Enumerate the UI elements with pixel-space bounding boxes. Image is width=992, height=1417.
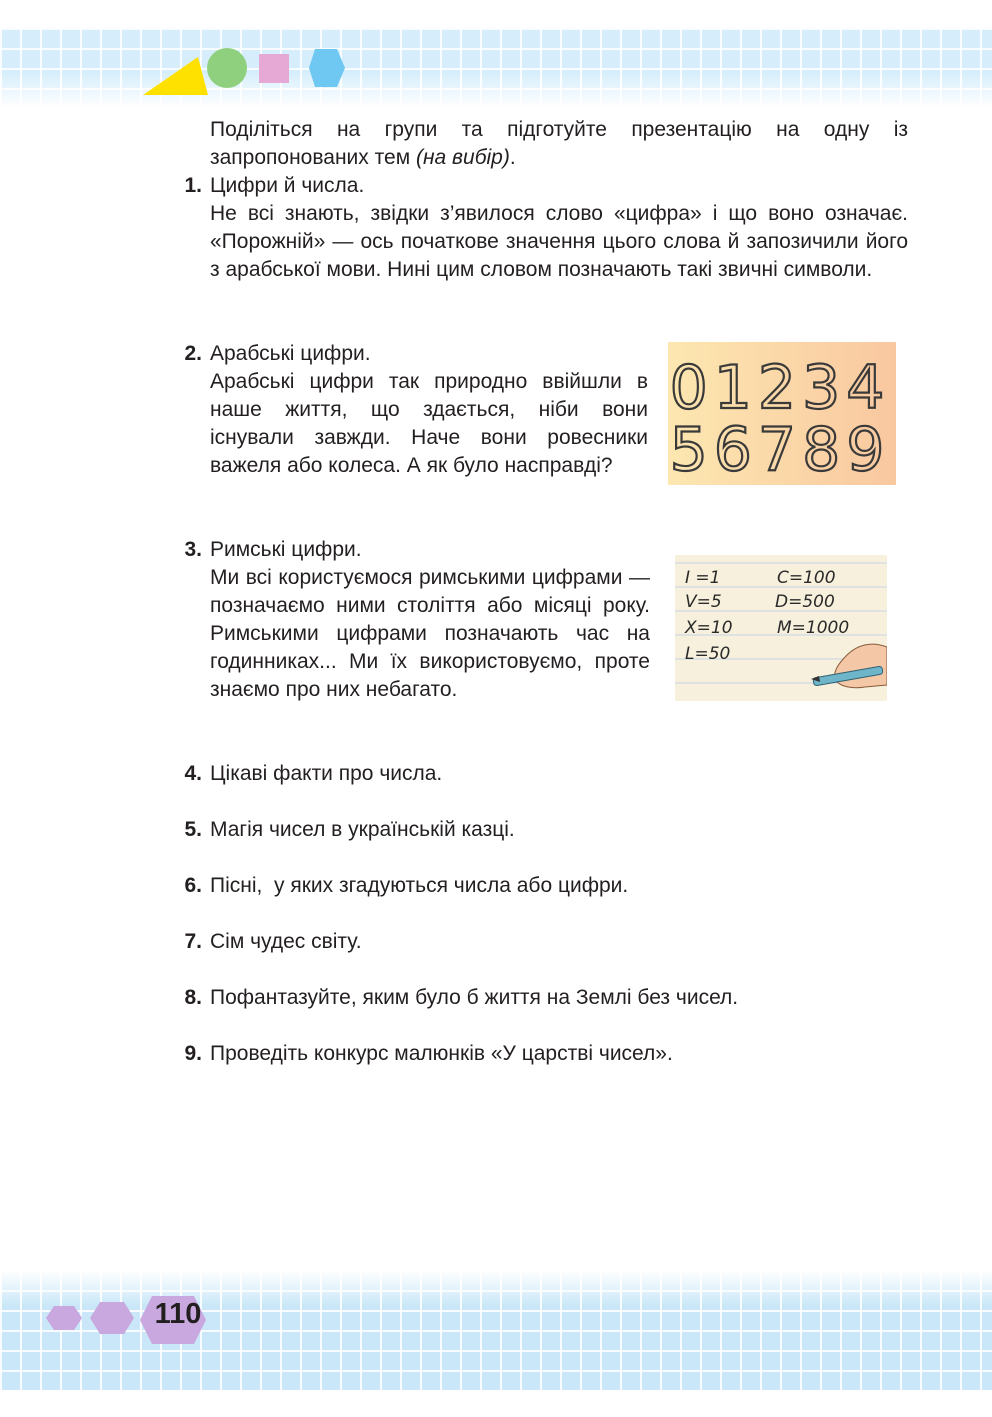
item-number: 3. (184, 538, 202, 561)
roman-numerals-image (675, 555, 887, 701)
hexagon-icon (46, 1306, 82, 1330)
hexagon-icon (309, 49, 345, 87)
item-number: 9. (184, 1042, 202, 1065)
item-number: 5. (184, 818, 202, 841)
hexagon-icon (90, 1302, 134, 1334)
item-number: 8. (184, 986, 202, 1009)
intro-paragraph (210, 116, 908, 172)
list-item: Магія чисел в українській казці. (210, 818, 515, 841)
item-number: 2. (184, 342, 202, 365)
intro-text: Поділіться на групи та підготуйте презентацію на одну із запропонованих тем (210, 118, 908, 169)
item-number: 4. (184, 762, 202, 785)
roman-line: L=50 (685, 644, 731, 664)
list-item: Сім чудес світу. (210, 930, 362, 953)
circle-icon (207, 48, 247, 88)
roman-line: M=1000 (777, 618, 850, 638)
item-title: Римські цифри. (210, 538, 362, 561)
item-body: Не всі знають, звідки з’явилося слово «цифра» і що воно означає. «Порожній» — ось початкове значення цього слова й запозичили його з арабської мови. Нині цим словом позначають такі звичні символи. (210, 202, 908, 281)
item-body: Ми всі користуємося римськими цифрами — позначаємо ними століття або місяці року. Римськими цифрами позначають час на годинниках... Ми їх використовуємо, проте знаємо про них небагато. (210, 566, 650, 701)
page-number-text: 110 (154, 1298, 202, 1330)
list-item (210, 172, 908, 284)
item-title: Арабські цифри. (210, 342, 371, 365)
list-item (210, 340, 648, 480)
triangle-icon (143, 57, 208, 95)
digits-row-1: 01234 (669, 353, 891, 423)
list-item: Пісні, у яких згадуються числа або цифри. (210, 874, 629, 897)
roman-line: D=500 (775, 592, 835, 612)
arabic-digits-image (668, 342, 896, 485)
list-item: Пофантазуйте, яким було б життя на Землі без чисел. (210, 986, 739, 1009)
intro-end: . (509, 146, 516, 169)
item-title: Цифри й числа. (210, 174, 365, 197)
item-body: Арабські цифри так природно ввійшли в наше життя, що здається, ніби вони існували завжди. Наче вони ровесники важеля або колеса. А як було насправді? (210, 370, 648, 477)
roman-line: I =1 (685, 568, 721, 588)
list-item: Проведіть конкурс малюнків «У царстві чисел». (210, 1042, 673, 1065)
item-number: 7. (184, 930, 202, 953)
roman-line: C=100 (777, 568, 836, 588)
intro-note: (на вибір) (415, 146, 510, 169)
header-shapes (140, 45, 360, 100)
digits-row-2: 56789 (669, 415, 891, 485)
page-number (140, 1288, 210, 1340)
roman-line: V=5 (685, 592, 722, 612)
item-number: 1. (184, 174, 202, 197)
roman-line: X=10 (685, 618, 733, 638)
item-number: 6. (184, 874, 202, 897)
list-item: Цікаві факти про числа. (210, 762, 443, 785)
square-icon (259, 54, 289, 83)
list-item (210, 536, 650, 704)
